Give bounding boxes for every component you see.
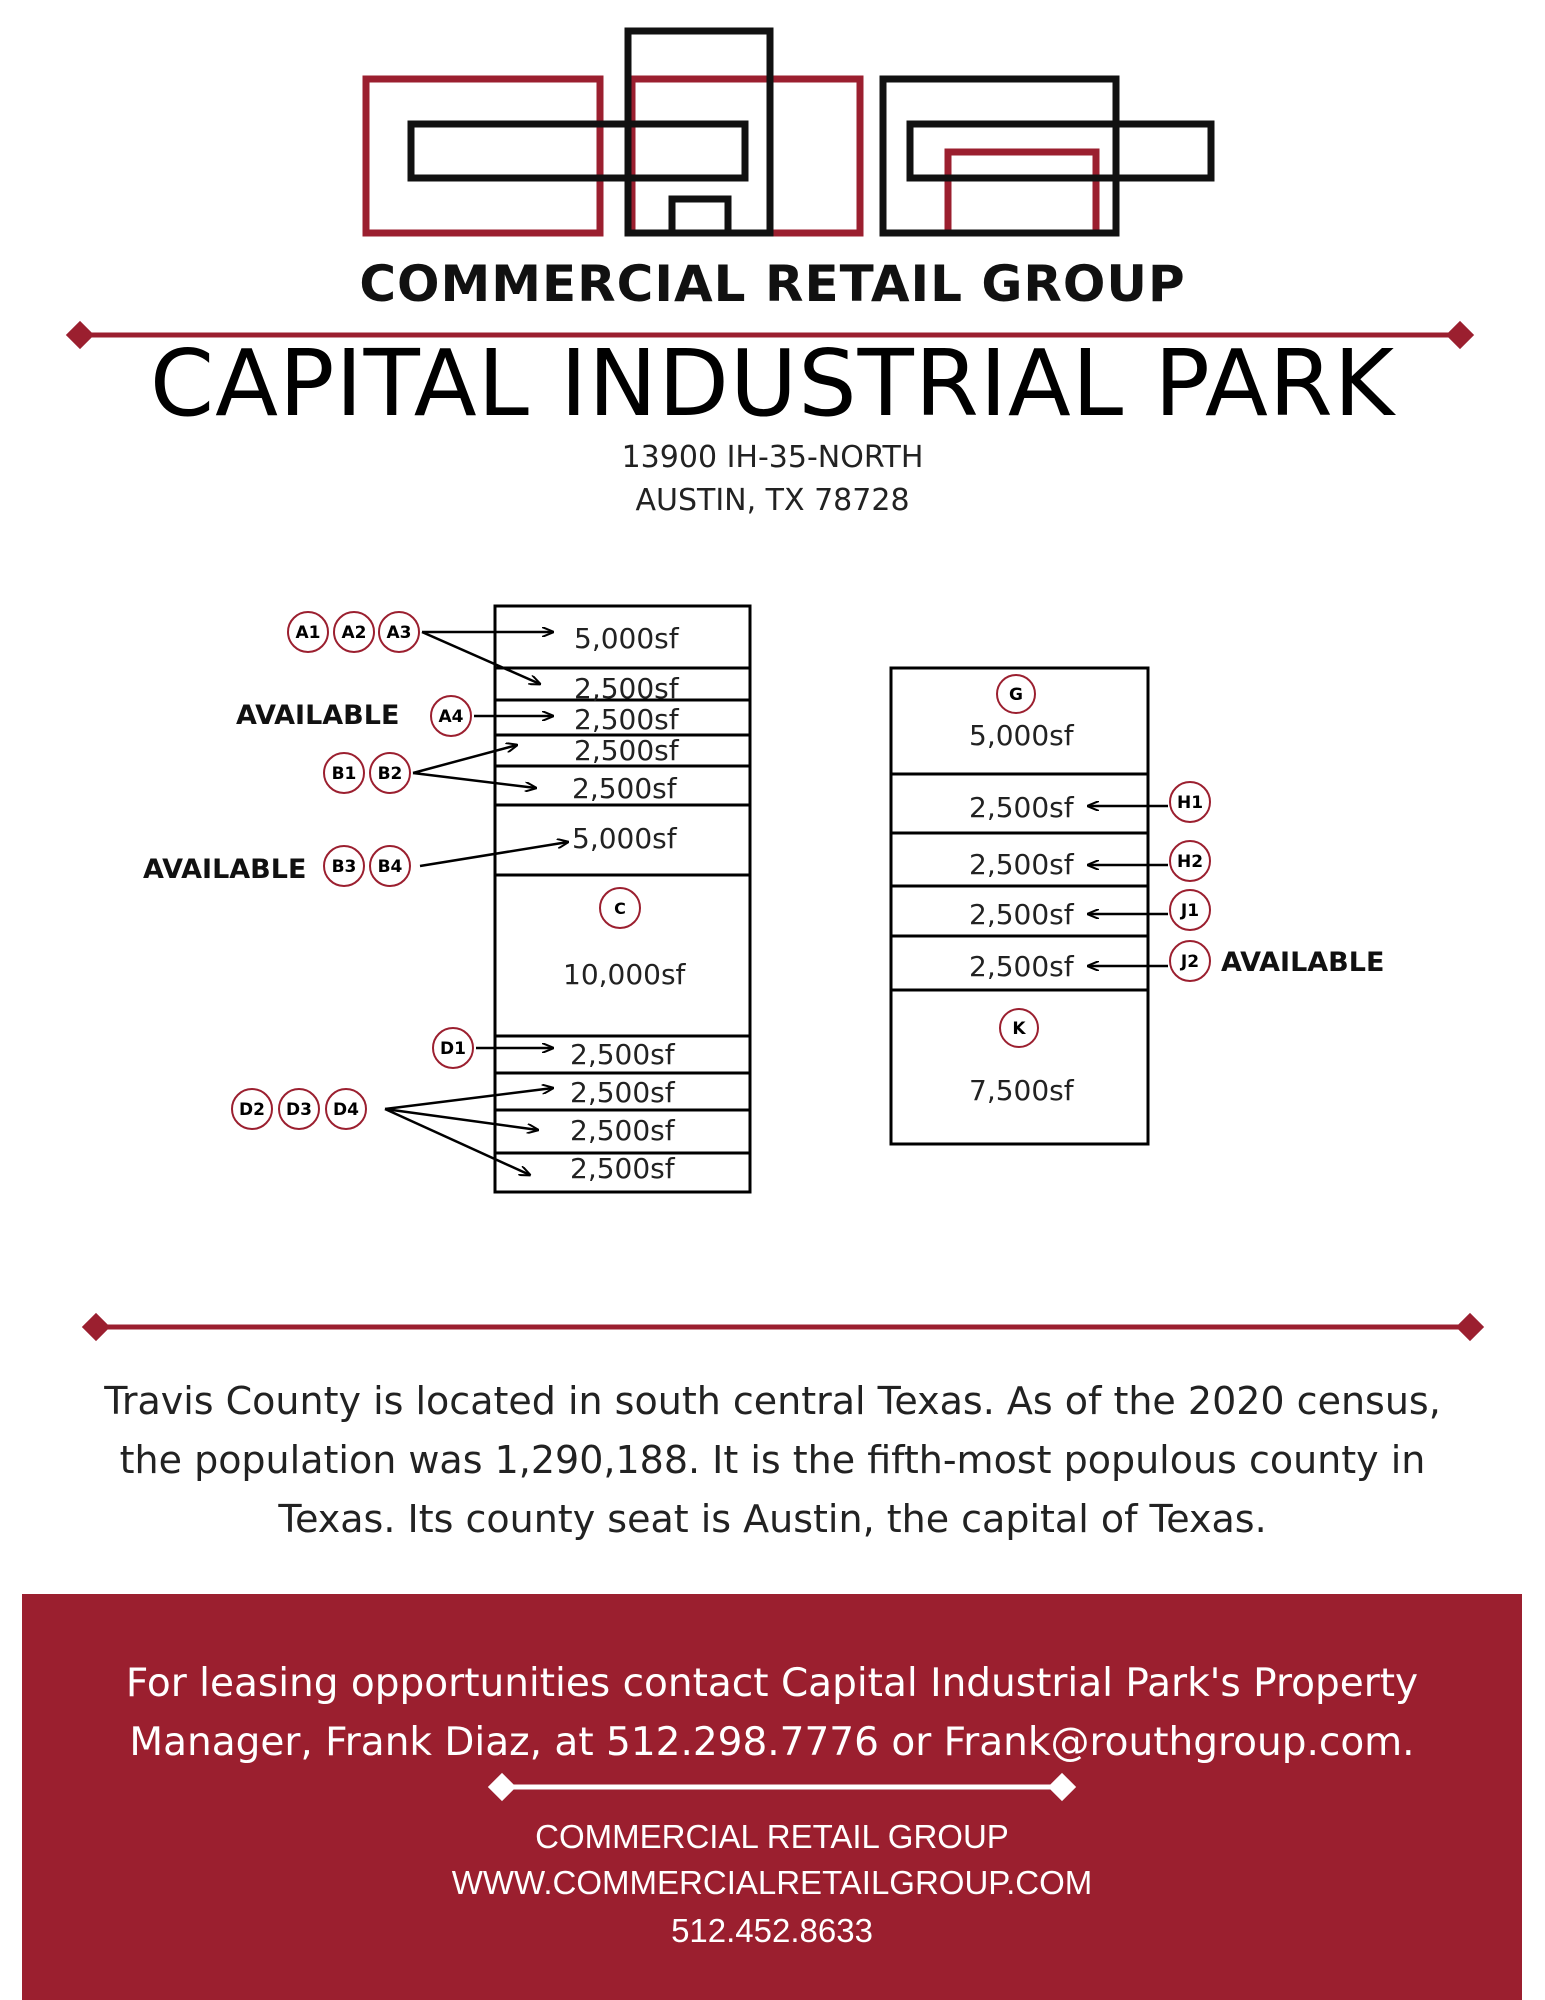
right-suite-size: 2,500sf: [969, 848, 1074, 881]
page-title: CAPITAL INDUSTRIAL PARK: [149, 330, 1396, 437]
unit-tag: [288, 612, 328, 652]
left-suite-size: 2,500sf: [570, 1114, 675, 1147]
svg-text:J1: J1: [1180, 901, 1200, 921]
svg-text:A4: A4: [438, 707, 464, 727]
unit-tag: [1170, 841, 1210, 881]
svg-text:C: C: [614, 899, 626, 918]
brand-logo: [0, 0, 1545, 250]
svg-text:D3: D3: [286, 1100, 312, 1120]
svg-text:B3: B3: [331, 857, 357, 877]
unit-tag: [997, 675, 1035, 713]
unit-tag: [431, 696, 471, 736]
left-suite-size: 10,000sf: [563, 958, 686, 991]
svg-text:D1: D1: [440, 1039, 466, 1059]
unit-tag: [279, 1089, 319, 1129]
svg-text:D2: D2: [239, 1100, 265, 1120]
unit-tag: [334, 612, 374, 652]
right-suite-size: 2,500sf: [969, 898, 1074, 931]
svg-text:B1: B1: [331, 764, 357, 784]
available-label: AVAILABLE: [143, 854, 307, 885]
right-suite-size: 7,500sf: [969, 1074, 1074, 1107]
footer-phone[interactable]: 512.452.8633: [671, 1912, 873, 1949]
left-suite-size: 5,000sf: [574, 622, 679, 655]
svg-text:K: K: [1012, 1019, 1026, 1039]
unit-tag: [1000, 1009, 1038, 1047]
svg-text:H1: H1: [1176, 793, 1204, 813]
right-suite-size: 2,500sf: [969, 791, 1074, 824]
unit-tag: [600, 888, 640, 928]
svg-text:G: G: [1009, 685, 1023, 705]
middle-divider: [70, 1312, 1490, 1342]
site-plan: [0, 580, 1545, 1220]
unit-tag: [379, 612, 419, 652]
unit-tag: [370, 753, 410, 793]
svg-text:B2: B2: [377, 764, 403, 784]
svg-text:A3: A3: [386, 623, 412, 643]
unit-tag: [433, 1028, 473, 1068]
county-description: Travis County is located in south central Texas. As of the 2020 census, the population was 1,290,188. It is the fifth-most populous county in Texas. Its county seat is Austin, the capital of Texas.: [104, 1379, 1441, 1541]
pointer-arrows: [385, 632, 568, 1175]
svg-text:J2: J2: [1180, 952, 1200, 972]
left-suite-size: 2,500sf: [570, 1038, 675, 1071]
svg-text:D4: D4: [333, 1100, 359, 1120]
brand-name: COMMERCIAL RETAIL GROUP: [359, 255, 1186, 313]
right-suite-size: 2,500sf: [969, 950, 1074, 983]
svg-text:B4: B4: [377, 857, 403, 877]
left-suite-size: 2,500sf: [570, 1076, 675, 1109]
address-line-2: AUSTIN, TX 78728: [635, 483, 910, 518]
svg-text:A1: A1: [295, 623, 321, 643]
unit-tag: [1170, 890, 1210, 930]
footer-website[interactable]: WWW.COMMERCIALRETAILGROUP.COM: [451, 1864, 1093, 1901]
unit-tag: [1170, 941, 1210, 981]
unit-tag: [324, 753, 364, 793]
left-suite-size: 2,500sf: [572, 772, 677, 805]
left-suite-size: 2,500sf: [574, 672, 679, 705]
left-suite-size: 2,500sf: [574, 703, 679, 736]
right-suite-size: 5,000sf: [969, 719, 1074, 752]
unit-tag: [370, 846, 410, 886]
left-suite-size: 2,500sf: [574, 734, 679, 767]
footer-banner: [22, 1594, 1522, 2000]
address-line-1: 13900 IH-35-NORTH: [621, 440, 924, 475]
unit-tag: [1170, 782, 1210, 822]
footer-company: COMMERCIAL RETAIL GROUP: [535, 1818, 1009, 1855]
available-label: AVAILABLE: [1221, 947, 1385, 978]
left-suite-size: 2,500sf: [570, 1152, 675, 1185]
left-suite-size: 5,000sf: [572, 822, 677, 855]
leasing-contact: For leasing opportunities contact Capital Industrial Park's Property Manager, Frank Diaz, at 512.298.7776 or Frank@routhgroup.com.: [125, 1661, 1419, 1765]
unit-tag: [232, 1089, 272, 1129]
available-label: AVAILABLE: [236, 700, 400, 731]
unit-tag: [324, 846, 364, 886]
unit-tag: [326, 1089, 366, 1129]
svg-text:H2: H2: [1176, 852, 1204, 872]
footer-divider: [482, 1772, 1082, 1802]
svg-text:A2: A2: [341, 623, 367, 643]
